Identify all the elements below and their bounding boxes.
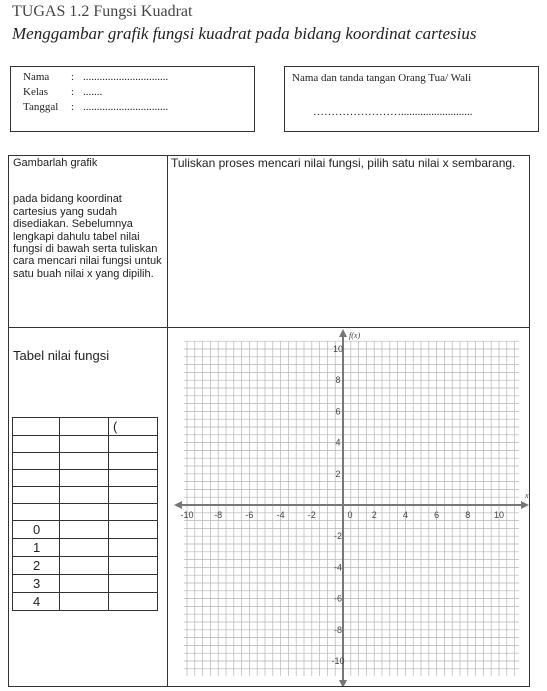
assignment-title: TUGAS 1.2 Fungsi Kuadrat bbox=[12, 3, 193, 20]
x-tick-label: 6 bbox=[434, 510, 440, 520]
date-colon: : bbox=[71, 101, 75, 113]
x-axis-label: x bbox=[525, 491, 529, 500]
y-tick-label: -2 bbox=[333, 531, 343, 542]
y-tick-label: -4 bbox=[333, 562, 343, 573]
worksheet-grid bbox=[8, 155, 530, 687]
x-value-cell[interactable]: 2 bbox=[13, 557, 60, 575]
y-axis-arrow-up bbox=[339, 329, 347, 337]
x-value-cell[interactable]: 0 bbox=[13, 521, 60, 539]
y-tick-label: 6 bbox=[335, 406, 341, 417]
cartesian-plane[interactable] bbox=[9, 156, 529, 686]
y-tick-label: 8 bbox=[335, 375, 341, 386]
y-tick-label: -6 bbox=[333, 593, 343, 604]
x-tick-label: -6 bbox=[245, 510, 254, 520]
student-identity-box bbox=[10, 66, 255, 132]
process-instructions: Tuliskan proses mencari nilai fungsi, pilih satu nilai x sembarang. bbox=[171, 156, 516, 170]
x-axis-arrow-left bbox=[174, 501, 182, 509]
x-tick-label: 4 bbox=[402, 510, 408, 520]
instruction-heading: Gambarlah grafik bbox=[13, 157, 98, 169]
x-axis-arrow-right bbox=[521, 501, 529, 509]
parent-signature-box bbox=[284, 66, 539, 132]
x-tick-label: 2 bbox=[371, 510, 377, 520]
x-tick-label: -4 bbox=[276, 510, 285, 520]
class-row[interactable] bbox=[23, 86, 102, 98]
class-label: Kelas bbox=[23, 86, 49, 98]
y-tick-label: 2 bbox=[335, 468, 341, 479]
x-tick-label: 8 bbox=[465, 510, 471, 520]
x-tick-label: 0 bbox=[347, 510, 353, 520]
y-axis-arrow-down bbox=[339, 680, 347, 686]
class-colon: : bbox=[71, 86, 75, 98]
y-axis-label: f(x) bbox=[349, 331, 361, 340]
class-blank[interactable]: ....... bbox=[83, 86, 103, 98]
y-tick-label: 10 bbox=[332, 344, 344, 354]
x-value-cell[interactable]: 1 bbox=[13, 539, 60, 557]
name-label: Nama bbox=[23, 71, 50, 83]
date-row[interactable] bbox=[23, 101, 168, 113]
name-row[interactable] bbox=[23, 71, 168, 83]
y-tick-label: -10 bbox=[331, 656, 345, 666]
assignment-subtitle: Menggambar grafik fungsi kuadrat pada bidang koordinat cartesius bbox=[12, 24, 477, 43]
name-blank[interactable]: ............................... bbox=[83, 71, 169, 83]
table-cell[interactable]: ( bbox=[109, 418, 158, 436]
y-tick-label: -8 bbox=[333, 624, 343, 635]
value-table-heading: Tabel nilai fungsi bbox=[13, 348, 110, 363]
name-colon: : bbox=[71, 71, 75, 83]
parent-signature-blank[interactable]: …………………….......................... bbox=[313, 106, 473, 118]
x-value-cell[interactable]: 4 bbox=[13, 593, 60, 611]
x-value-cell[interactable]: 3 bbox=[13, 575, 60, 593]
date-label: Tanggal bbox=[23, 101, 59, 113]
instruction-body: pada bidang koordinat cartesius yang sudah disediakan. Sebelumnya lengkapi dahulu tabel nilai fungsi di bawah serta tuliskan cara mencari nilai fungsi untuk satu buah nilai x yang dipilih. bbox=[13, 193, 162, 280]
x-tick-label: -10 bbox=[180, 510, 194, 520]
x-tick-label: 10 bbox=[493, 510, 505, 520]
x-tick-label: -8 bbox=[214, 510, 223, 520]
parent-signature-label: Nama dan tanda tangan Orang Tua/ Wali bbox=[292, 72, 472, 84]
x-tick-label: -2 bbox=[307, 510, 316, 520]
y-tick-label: 4 bbox=[335, 437, 341, 448]
date-blank[interactable]: ............................... bbox=[83, 101, 169, 113]
